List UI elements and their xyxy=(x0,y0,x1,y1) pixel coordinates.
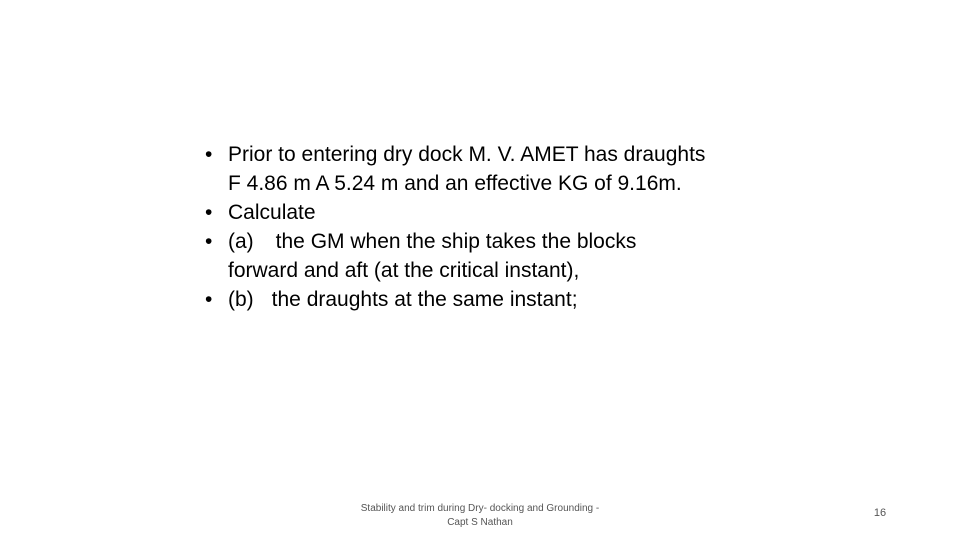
page-number: 16 xyxy=(873,507,887,519)
bullet-text-line: forward and aft (at the critical instant), xyxy=(228,259,580,282)
footer-title: Stability and trim during Dry- docking and Grounding - xyxy=(360,503,600,514)
bullet-prefix: (a) xyxy=(228,230,254,253)
bullet-item-a xyxy=(205,227,805,285)
bullet-glyph: • xyxy=(205,288,213,311)
bullet-glyph: • xyxy=(205,230,213,253)
bullet-text: the draughts at the same instant; xyxy=(271,288,578,311)
bullet-list xyxy=(205,140,805,314)
bullet-glyph: • xyxy=(205,143,213,166)
bullet-prefix: (b) xyxy=(228,288,254,311)
bullet-text-line xyxy=(228,227,805,256)
slide-footer xyxy=(330,502,630,530)
bullet-item-b xyxy=(205,285,805,314)
bullet-text-line: Calculate xyxy=(228,201,316,224)
bullet-text: the GM when the ship takes the blocks xyxy=(275,230,637,253)
bullet-item-calculate xyxy=(205,198,805,227)
bullet-text-line: Prior to entering dry dock M. V. AMET has draughts xyxy=(228,143,706,166)
bullet-text-line: F 4.86 m A 5.24 m and an effective KG of 9.16m. xyxy=(228,172,682,195)
bullet-glyph: • xyxy=(205,201,213,224)
bullet-item-draughts xyxy=(205,140,805,198)
footer-author: Capt S Nathan xyxy=(447,517,513,528)
bullet-text-line xyxy=(228,285,805,314)
